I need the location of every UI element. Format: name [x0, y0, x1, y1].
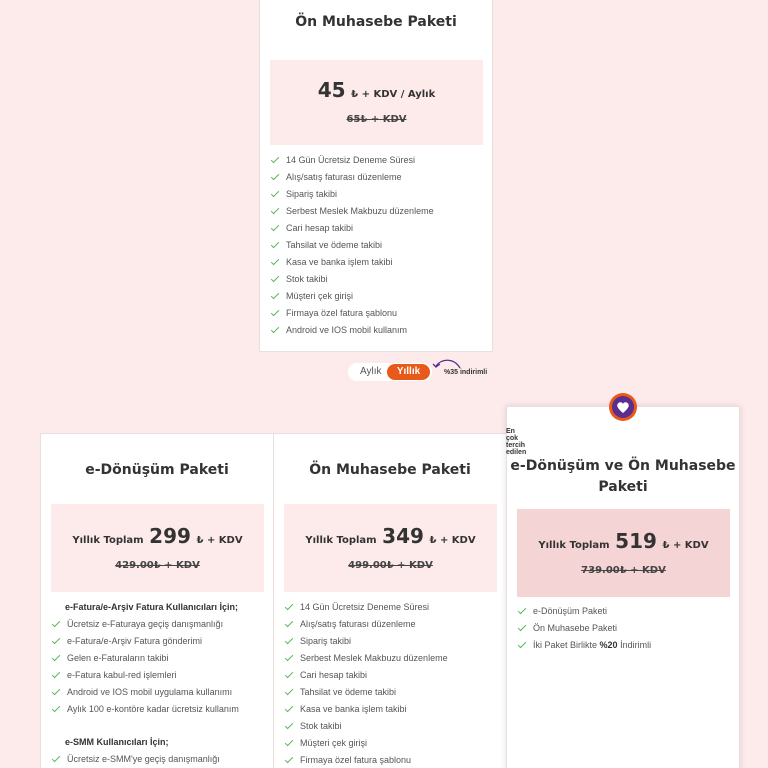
price-box: [51, 504, 264, 592]
list-item: Kasa ve banka işlem takibi: [269, 256, 434, 273]
list-item: Sipariş takibi: [269, 188, 434, 205]
list-item: Stok takibi: [283, 720, 448, 737]
price-box: [517, 509, 730, 597]
price-value: 349: [382, 524, 424, 548]
check-icon: [271, 155, 279, 163]
check-icon: [271, 223, 279, 231]
list-item: Cari hesap takibi: [269, 222, 434, 239]
list-item: Ön Muhasebe Paketi: [516, 622, 651, 639]
card-title: Ön Muhasebe Paketi: [309, 462, 471, 478]
check-icon: [518, 640, 526, 648]
list-item: Alış/satış faturası düzenleme: [283, 618, 448, 635]
list-item: Sipariş takibi: [283, 635, 448, 652]
card-title: Ön Muhasebe Paketi: [295, 14, 457, 30]
bundle-card: [506, 406, 740, 768]
list-item: Aylık 100 e-kontöre kadar ücretsiz kullanım: [50, 703, 239, 720]
old-price: 739.00₺ + KDV: [581, 565, 666, 576]
list-item: 14 Gün Ücretsiz Deneme Süresi: [283, 601, 448, 618]
list-item: Müşteri çek girişi: [269, 290, 434, 307]
check-icon: [271, 274, 279, 282]
price-prefix: Yıllık Toplam: [538, 540, 610, 551]
check-icon: [271, 257, 279, 265]
price-prefix: Yıllık Toplam: [305, 535, 377, 546]
check-icon: [285, 636, 293, 644]
price-prefix: Yıllık Toplam: [72, 535, 144, 546]
old-price: 499.00₺ + KDV: [348, 560, 433, 571]
feature-list: [283, 601, 448, 768]
check-icon: [271, 172, 279, 180]
list-item: Ücretsiz e-SMM'ye geçiş danışmanlığı: [50, 753, 239, 768]
list-item: Cari hesap takibi: [283, 669, 448, 686]
list-item: Android ve IOS mobil uygulama kullanımı: [50, 686, 239, 703]
check-icon: [52, 704, 60, 712]
list-item: e-Fatura/e-Arşiv Fatura gönderimi: [50, 635, 239, 652]
list-item: Tahsilat ve ödeme takibi: [269, 239, 434, 256]
price-suffix: ₺ + KDV: [196, 535, 243, 546]
list-item: e-Fatura kabul-red işlemleri: [50, 669, 239, 686]
section-title: e-SMM Kullanıcıları İçin;: [65, 737, 169, 747]
price-box: [270, 60, 483, 145]
section-title: e-Fatura/e-Arşiv Fatura Kullanıcıları İçin;: [65, 602, 239, 612]
check-icon: [271, 325, 279, 333]
edonusum-card: [40, 433, 274, 768]
list-item: Ücretsiz e-Faturaya geçiş danışmanlığı: [50, 618, 239, 635]
feature-list: [50, 601, 239, 768]
check-icon: [52, 687, 60, 695]
list-item: Gelen e-Faturaların takibi: [50, 652, 239, 669]
check-icon: [285, 653, 293, 661]
list-item: Alış/satış faturası düzenleme: [269, 171, 434, 188]
check-icon: [285, 755, 293, 763]
card-title: e-Dönüşüm ve Ön Muhasebe Paketi: [510, 458, 736, 495]
monthly-pricing-card: [259, 0, 493, 352]
check-icon: [285, 602, 293, 610]
discount-label: %35 indirimli: [444, 369, 488, 376]
check-icon: [285, 738, 293, 746]
list-item: Serbest Meslek Makbuzu düzenleme: [269, 205, 434, 222]
check-icon: [285, 619, 293, 627]
list-item: e-Dönüşüm Paketi: [516, 605, 651, 622]
list-item: Stok takibi: [269, 273, 434, 290]
card-title: e-Dönüşüm Paketi: [85, 462, 229, 478]
old-price: 65₺ + KDV: [346, 114, 407, 125]
list-item: İki Paket Birlikte %20 İndirimli: [516, 639, 651, 656]
list-item: Android ve IOS mobil kullanım: [269, 324, 434, 341]
yearly-option[interactable]: Yıllık: [387, 364, 430, 380]
check-icon: [285, 687, 293, 695]
check-icon: [52, 653, 60, 661]
list-item: Firmaya özel fatura şablonu: [283, 754, 448, 768]
on-muhasebe-card: [273, 433, 507, 768]
check-icon: [271, 240, 279, 248]
price-suffix: ₺ + KDV: [429, 535, 476, 546]
check-icon: [285, 704, 293, 712]
check-icon: [52, 636, 60, 644]
check-icon: [518, 623, 526, 631]
check-icon: [52, 670, 60, 678]
old-price: 429.00₺ + KDV: [115, 560, 200, 571]
price-suffix: ₺ + KDV: [662, 540, 709, 551]
list-item: Kasa ve banka işlem takibi: [283, 703, 448, 720]
list-item: Serbest Meslek Makbuzu düzenleme: [283, 652, 448, 669]
check-icon: [271, 189, 279, 197]
check-icon: [271, 291, 279, 299]
check-icon: [52, 754, 60, 762]
check-icon: [52, 619, 60, 627]
price-box: [284, 504, 497, 592]
feature-list: [516, 605, 651, 656]
check-icon: [285, 721, 293, 729]
list-item: Tahsilat ve ödeme takibi: [283, 686, 448, 703]
heart-icon: [612, 396, 634, 418]
billing-period-toggle[interactable]: [348, 363, 432, 381]
check-icon: [285, 670, 293, 678]
list-item: Firmaya özel fatura şablonu: [269, 307, 434, 324]
feature-list: [269, 154, 434, 341]
price-value: 299: [149, 524, 191, 548]
list-item: Müşteri çek girişi: [283, 737, 448, 754]
price-value: 519: [615, 529, 657, 553]
price-suffix: ₺ + KDV / Aylık: [351, 89, 436, 100]
monthly-option[interactable]: Aylık: [360, 366, 382, 377]
most-preferred-badge: [609, 393, 637, 421]
check-icon: [271, 206, 279, 214]
list-item: 14 Gün Ücretsiz Deneme Süresi: [269, 154, 434, 171]
check-icon: [518, 606, 526, 614]
price-value: 45: [317, 78, 346, 102]
check-icon: [271, 308, 279, 316]
